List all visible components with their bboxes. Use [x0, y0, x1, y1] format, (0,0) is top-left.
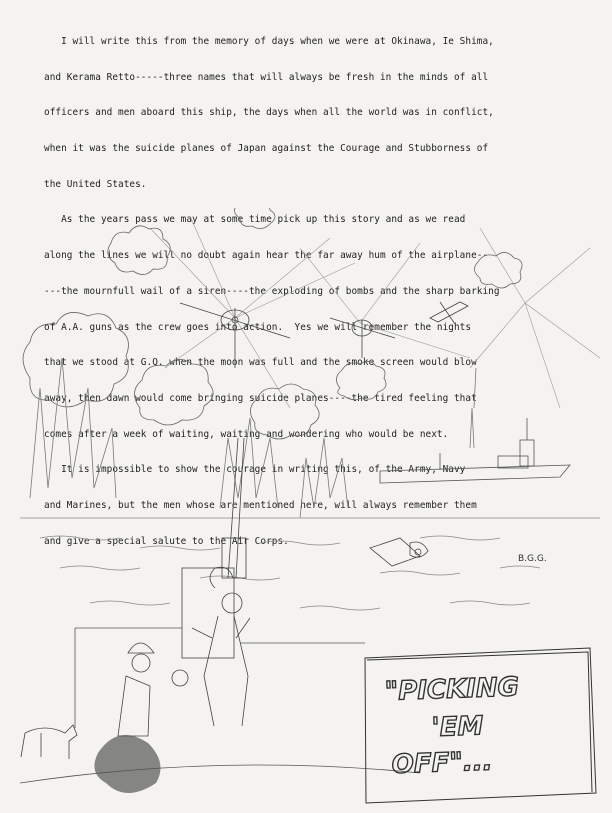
sailor-helmet [118, 643, 188, 736]
text-line: when it was the suicide planes of Japan against the Courage and Stubborness of [44, 142, 489, 154]
text-line: and Marines, but the men whose are mentioned here, will always remember them [44, 500, 477, 512]
text-line: ---the mournfull wail of a siren----the exploding of bombs and the sharp barking [44, 285, 500, 297]
downed-plane [370, 538, 428, 566]
text-line: officers and men aboard this ship, the days when all the world was in conflict, [44, 107, 494, 119]
text-line: that we stood at G.Q. when the moon was full and the smoke screen would blow [44, 357, 477, 369]
flak-rays [150, 216, 600, 408]
text-line: of A.A. guns as the crew goes into action. Yes we will remember the nights [44, 321, 472, 333]
battle-sketch-illustration [0, 208, 612, 813]
smoke-bursts [23, 208, 522, 439]
text-line: comes after a week of waiting, waiting and wondering who would be next. [44, 428, 449, 440]
sea-surface [20, 518, 600, 610]
water-splashes [30, 358, 476, 518]
text-line: along the lines we will no doubt again hear the far away hum of the airplane-- [44, 250, 489, 262]
text-line: and Kerama Retto-----three names that will always be fresh in the minds of all [44, 71, 489, 83]
ship-deck [20, 628, 420, 783]
text-line: As the years pass we may at some time pick up this story and as we read [44, 214, 466, 226]
sign-line-3: OFF"... [391, 746, 493, 780]
sign-line-2: 'EM [431, 711, 484, 743]
text-line: I will write this from the memory of days when we were at Okinawa, Ie Shima, [44, 35, 494, 47]
artist-initials: B.G.G. [518, 554, 547, 564]
ink-smudge [94, 735, 160, 793]
dog [21, 725, 77, 759]
kamikaze-plane-3 [430, 302, 468, 324]
sign-line-1: "PICKING [384, 672, 520, 707]
text-line: away, then dawn would come bringing suicide planes----the tired feeling that [44, 393, 477, 404]
text-line: and give a special salute to the Air Corps. [44, 535, 289, 547]
text-line: the United States. [44, 178, 147, 190]
kamikaze-plane-1 [180, 303, 290, 368]
text-line: It is impossible to show the courage in writing this, of the Army, Navy [44, 464, 466, 476]
distant-ship [380, 418, 570, 483]
sailor-gunner [192, 593, 250, 726]
